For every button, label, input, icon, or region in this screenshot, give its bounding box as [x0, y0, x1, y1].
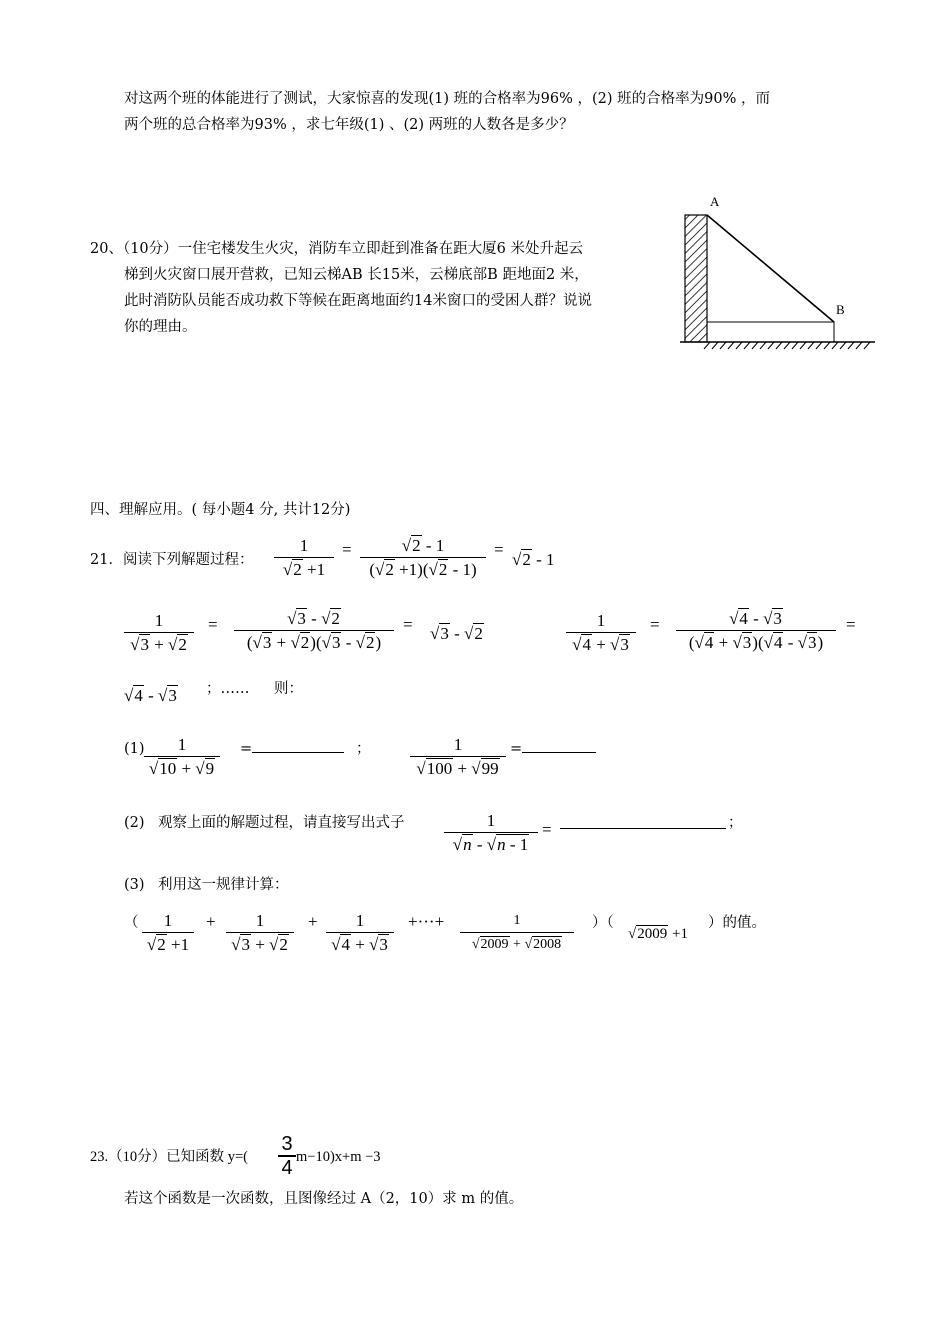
plus-sign: +	[308, 912, 318, 931]
sub2-label: (2)	[124, 815, 145, 831]
q20-line4: 你的理由。	[124, 319, 197, 335]
frac-1-over-sqrt2-plus-1: 1 √2 +1	[274, 535, 334, 582]
q23-line2: 若这个函数是一次函数，且图像经过 A（2，10）求 m 的值。	[124, 1191, 524, 1207]
label-a: A	[710, 194, 720, 209]
sub2-end: ；	[728, 815, 743, 831]
q19-line1: 对这两个班的体能进行了测试，大家惊喜的发现(1) 班的合格率为96% ，(2) 班的合格率为90% ，而	[124, 91, 770, 107]
sqrt2009-plus-1: √2009 +1	[628, 926, 688, 942]
calc-mid: ）（	[592, 915, 614, 931]
calc-term-2: 1 √3 + √2	[226, 910, 294, 957]
calc-end: ）的值。	[708, 915, 766, 931]
plus-sign: +	[206, 912, 216, 931]
ladder-diagram	[680, 190, 880, 352]
section4-heading: 四、理解应用。( 每小题4 分, 共计12分)	[90, 502, 351, 518]
q20-line3: 此时消防队员能否成功救下等候在距离地面约14米窗口的受困人群？说说	[124, 293, 592, 309]
calc-term-3: 1 √4 + √3	[326, 910, 394, 957]
answer-blank-3[interactable]	[560, 828, 726, 829]
equals-sign: =	[403, 615, 413, 634]
q20-line1: 20、（10分）一住宅楼发生火灾，消防车立即赶到准备在距大厦6 米处升起云	[90, 241, 583, 257]
q23-prefix: 23.（10分）已知函数 y=(	[90, 1149, 249, 1165]
sub1-label: (1)	[124, 741, 145, 757]
calc-term-last: 1 √2009 + √2008	[460, 910, 574, 957]
result-sqrt3-minus-sqrt2: √3 - √2	[430, 624, 483, 643]
equals-sign: =	[342, 540, 352, 559]
q21-intro: 21．阅读下列解题过程：	[90, 552, 254, 568]
frac-1-over-sqrt100-plus-sqrt99: 1 √100 + √99	[410, 734, 506, 781]
building-wall	[685, 215, 707, 342]
fire-truck-base	[707, 322, 834, 342]
equals-sign: =	[542, 820, 552, 839]
frac-rationalized-3: √3 - √2 (√3 + √2)(√3 - √2)	[234, 608, 394, 655]
calc-term-1: 1 √2 +1	[142, 910, 194, 957]
frac-1-over-sqrt10-plus-sqrt9: 1 √10 + √9	[144, 734, 220, 781]
frac-rationalized-2: √2 - 1 (√2 +1)(√2 - 1)	[360, 535, 486, 582]
ladder-ab	[707, 215, 834, 322]
sub3-label: (3)	[124, 877, 145, 893]
answer-blank-2[interactable]: =	[510, 736, 596, 762]
answer-blank-1[interactable]: =	[240, 736, 344, 762]
frac-rationalized-4: √4 - √3 (√4 + √3)(√4 - √3)	[676, 608, 836, 655]
equals-sign: =	[208, 615, 218, 634]
then-label: 则：	[274, 681, 303, 697]
ellipsis: +···+	[408, 912, 445, 931]
numerator: 1	[299, 536, 309, 555]
dots: ；……	[206, 681, 250, 697]
calc-open: （	[124, 915, 139, 931]
result-sqrt4-minus-sqrt3: √4 - √3	[124, 686, 177, 705]
sub2-text: 观察上面的解题过程，请直接写出式子	[158, 815, 405, 831]
separator: ；	[356, 741, 371, 757]
frac-1-over-sqrt3-plus-sqrt2: 1 √3 + √2	[124, 610, 194, 657]
q19-line2: 两个班的总合格率为93% ，求七年级(1) 、(2) 两班的人数各是多少？	[124, 117, 574, 133]
q23-suffix: m−10)x+m −3	[296, 1149, 381, 1165]
ground-hatch	[704, 342, 870, 349]
q23-fraction: 3 4	[278, 1133, 296, 1179]
equals-sign: =	[650, 615, 660, 634]
sub3-text: 利用这一规律计算：	[158, 877, 289, 893]
label-b: B	[836, 302, 845, 317]
result-sqrt2-minus-1: √2 - 1	[512, 550, 555, 569]
frac-1-over-sqrtn-minus-sqrtn1: 1 √n - √n - 1	[444, 810, 538, 857]
equals-sign: =	[846, 615, 856, 634]
equals-sign: =	[494, 540, 504, 559]
q20-line2: 梯到火灾窗口展开营救，已知云梯AB 长15米，云梯底部B 距地面2 米，	[124, 267, 589, 283]
frac-1-over-sqrt4-plus-sqrt3: 1 √4 + √3	[566, 610, 636, 657]
